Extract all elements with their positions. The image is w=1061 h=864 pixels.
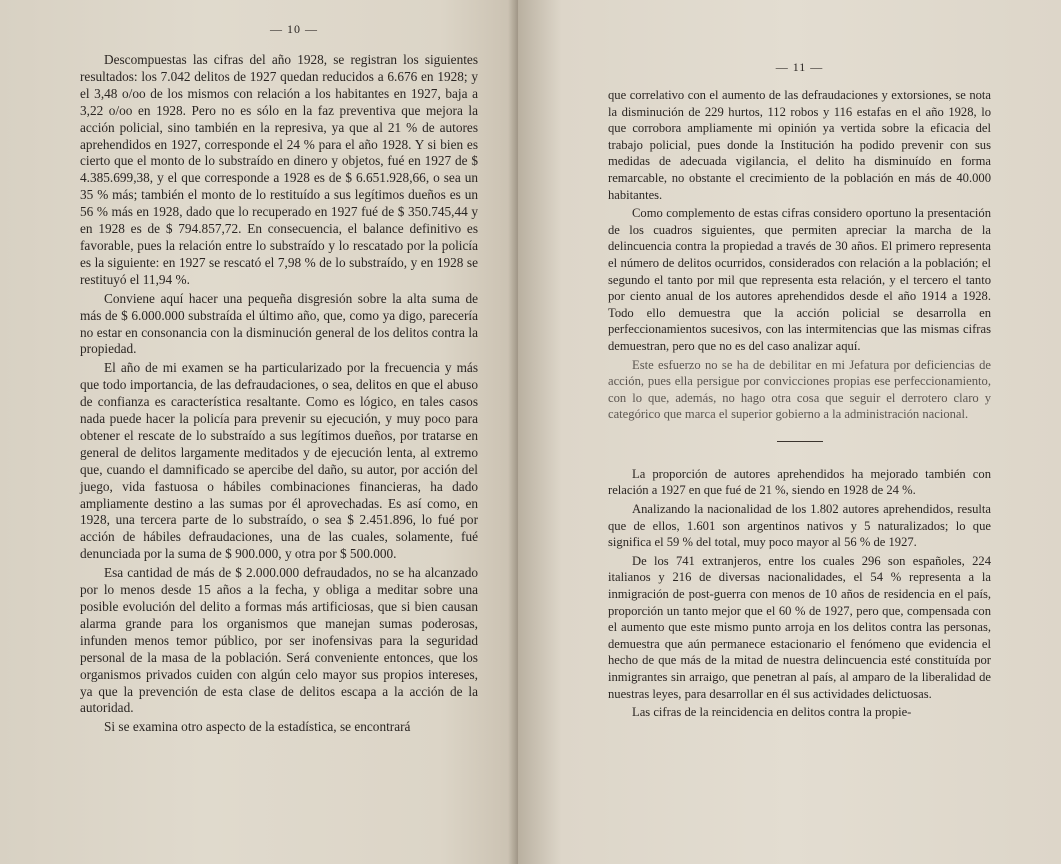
paragraph: Conviene aquí hacer una pequeña disgresión sobre la alta suma de más de $ 6.000.000 substraída el último año, que, como ya digo, parecería no estar en consonancia con la disminución general de los delitos contra la propiedad. bbox=[80, 290, 478, 357]
paragraph: Como complemento de estas cifras considero oportuno la presentación de los cuadros siguientes, que permiten apreciar la marcha de la delincuencia contra la propiedad a través de 30 años. El primero representa el número de delitos ocurridos, considerados con relación a la población; el segundo el tanto por mil que representa esta relación, y el tercero el tanto por ciento anual de los autores aprehendidos desde el año 1914 a 1928. Todo ello demuestra que la acción policial se desarrolla en perfeccionamientos sucesivos, con las intermitencias que las mismas cifras demuestran, pero que no es del caso analizar aquí. bbox=[608, 206, 991, 353]
page-number-left: — 10 — bbox=[270, 22, 318, 36]
page-number-right: — 11 — bbox=[775, 60, 824, 74]
paragraph: De los 741 extranjeros, entre los cuales 296 son españoles, 224 italianos y 216 de diversas nacionalidades, el 54 % representa a la inmigración de post-guerra con menos de 10 años de residencia en el país, proporción un tanto mejor que el 60 % de 1927, pero que, compensada con el aumento que este mismo punto arroja en los delitos contra las personas, demuestra que aún permanece estacionario el fenómeno que evidencia el hecho de que más de la mitad de nuestra delincuencia esté constituída por inmigrantes sin arraigo, que penetran al país, al amparo de la liberalidad de nuestras leyes, para desarrollar en él sus actividades delictuosas. bbox=[608, 553, 991, 701]
right-page bbox=[518, 0, 1061, 864]
paragraph: El año de mi examen se ha particularizado por la frecuencia y más que todo importancia, de las defraudaciones, o sea, delitos en que el abuso de confianza es característica resaltante. Como es lógico, en tales casos nada puede hacer la policía para prevenir su ejecución, y muy poco para obtener el rescate de lo substraído a sus legítimos dueños, por tratarse en general de delitos largamente meditados y de ejecución lenta, al extremo que, cuando el damnificado se apercibe del daño, su autor, por acción del juego, vida fastuosa o hábiles combinaciones financieras, ha dado ampliamente destino a las sumas por él aprovechadas. Es así como, en 1928, una tercera parte de lo substraído, o sea $ 2.451.896, lo fué por acción de hábiles defraudaciones, una de las cuales, solamente, fué denunciada por la suma de $ 900.000, y otra por $ 500.000. bbox=[80, 360, 478, 562]
left-page bbox=[0, 0, 518, 864]
paragraph: Este esfuerzo no se ha de debilitar en mi Jefatura por deficiencias de acción, pues ella persigue por convicciones propias ese perfeccionamiento, con lo que, además, no hago otra cosa que seguir el derrotero claro y categórico que marca el superior gobierno a la administración nacional. bbox=[608, 357, 991, 422]
paragraph: La proporción de autores aprehendidos ha mejorado también con relación a 1927 en que fué de 21 %, siendo en 1928 de 24 %. bbox=[608, 466, 991, 498]
paragraph: Esa cantidad de más de $ 2.000.000 defraudados, no se ha alcanzado por lo menos desde 15 años a la fecha, y obliga a meditar sobre una posible evolución del delito a formas más artificiosas, que si bien causan alarma grande para los organismos que manejan sumas poderosas, infunden menos temor público, por ser inofensivas para la seguridad personal de la masa de la población. Será conveniente entonces, que los organismos privados cuiden con algún celo mayor sus propios intereses, ya que la prevención de esta clase de delitos escapa a la acción de la autoridad. bbox=[80, 565, 478, 716]
paragraph: Las cifras de la reincidencia en delitos contra la propie- bbox=[632, 705, 912, 720]
section-divider bbox=[777, 441, 823, 442]
paragraph: que correlativo con el aumento de las defraudaciones y extorsiones, se nota la disminución de 229 hurtos, 112 robos y 116 estafas en el año 1928, lo que corrobora ampliamente mi opinión ya vertida sobre la eficacia del trabajo policial, pues donde la Institución ha podido prevenir con sus medidas de adecuada vigilancia, el delito ha disminuído en forma remarcable, no obstante el crecimiento de la población en más de 40.000 habitantes. bbox=[608, 88, 991, 202]
paragraph: Analizando la nacionalidad de los 1.802 autores aprehendidos, resulta que de ellos, 1.601 son argentinos nativos y 5 naturalizados; lo que significa el 59 % del total, muy poco mayor al 56 % de 1927. bbox=[608, 502, 991, 550]
paragraph: Si se examina otro aspecto de la estadística, se encontrará bbox=[104, 719, 411, 735]
paragraph: Descompuestas las cifras del año 1928, se registran los siguientes resultados: los 7.042 delitos de 1927 quedan reducidos a 6.676 en 1928; y el 3,48 o/oo de los mismos con relación a los habitantes en 1927, baja a 3,22 o/oo en 1928. Pero no es sólo en la faz preventiva que mejora la acción policial, sino también en la represiva, ya que al 21 % de autores aprehendidos en 1927, corresponde el 24 % para el año 1928. Y si bien es cierto que el monto de lo substraído en dinero y objetos, fué en 1927 de $ 4.385.699,38, y el que corresponde a 1928 es de $ 6.651.928,66, o sea un 35 % más; también el monto de lo restituído a sus legítimos dueños es un 56 % más en 1928, dado que lo recuperado en 1927 fué de $ 350.745,44 y en 1928 es de $ 794.857,72. En consecuencia, el balance definitivo es favorable, pues la relación entre lo substraído y lo rescatado por la policía es la siguiente: en 1927 se rescató el 7,98 % de lo substraído, y en 1928 se restituyó el 11,94 %. bbox=[80, 52, 478, 287]
